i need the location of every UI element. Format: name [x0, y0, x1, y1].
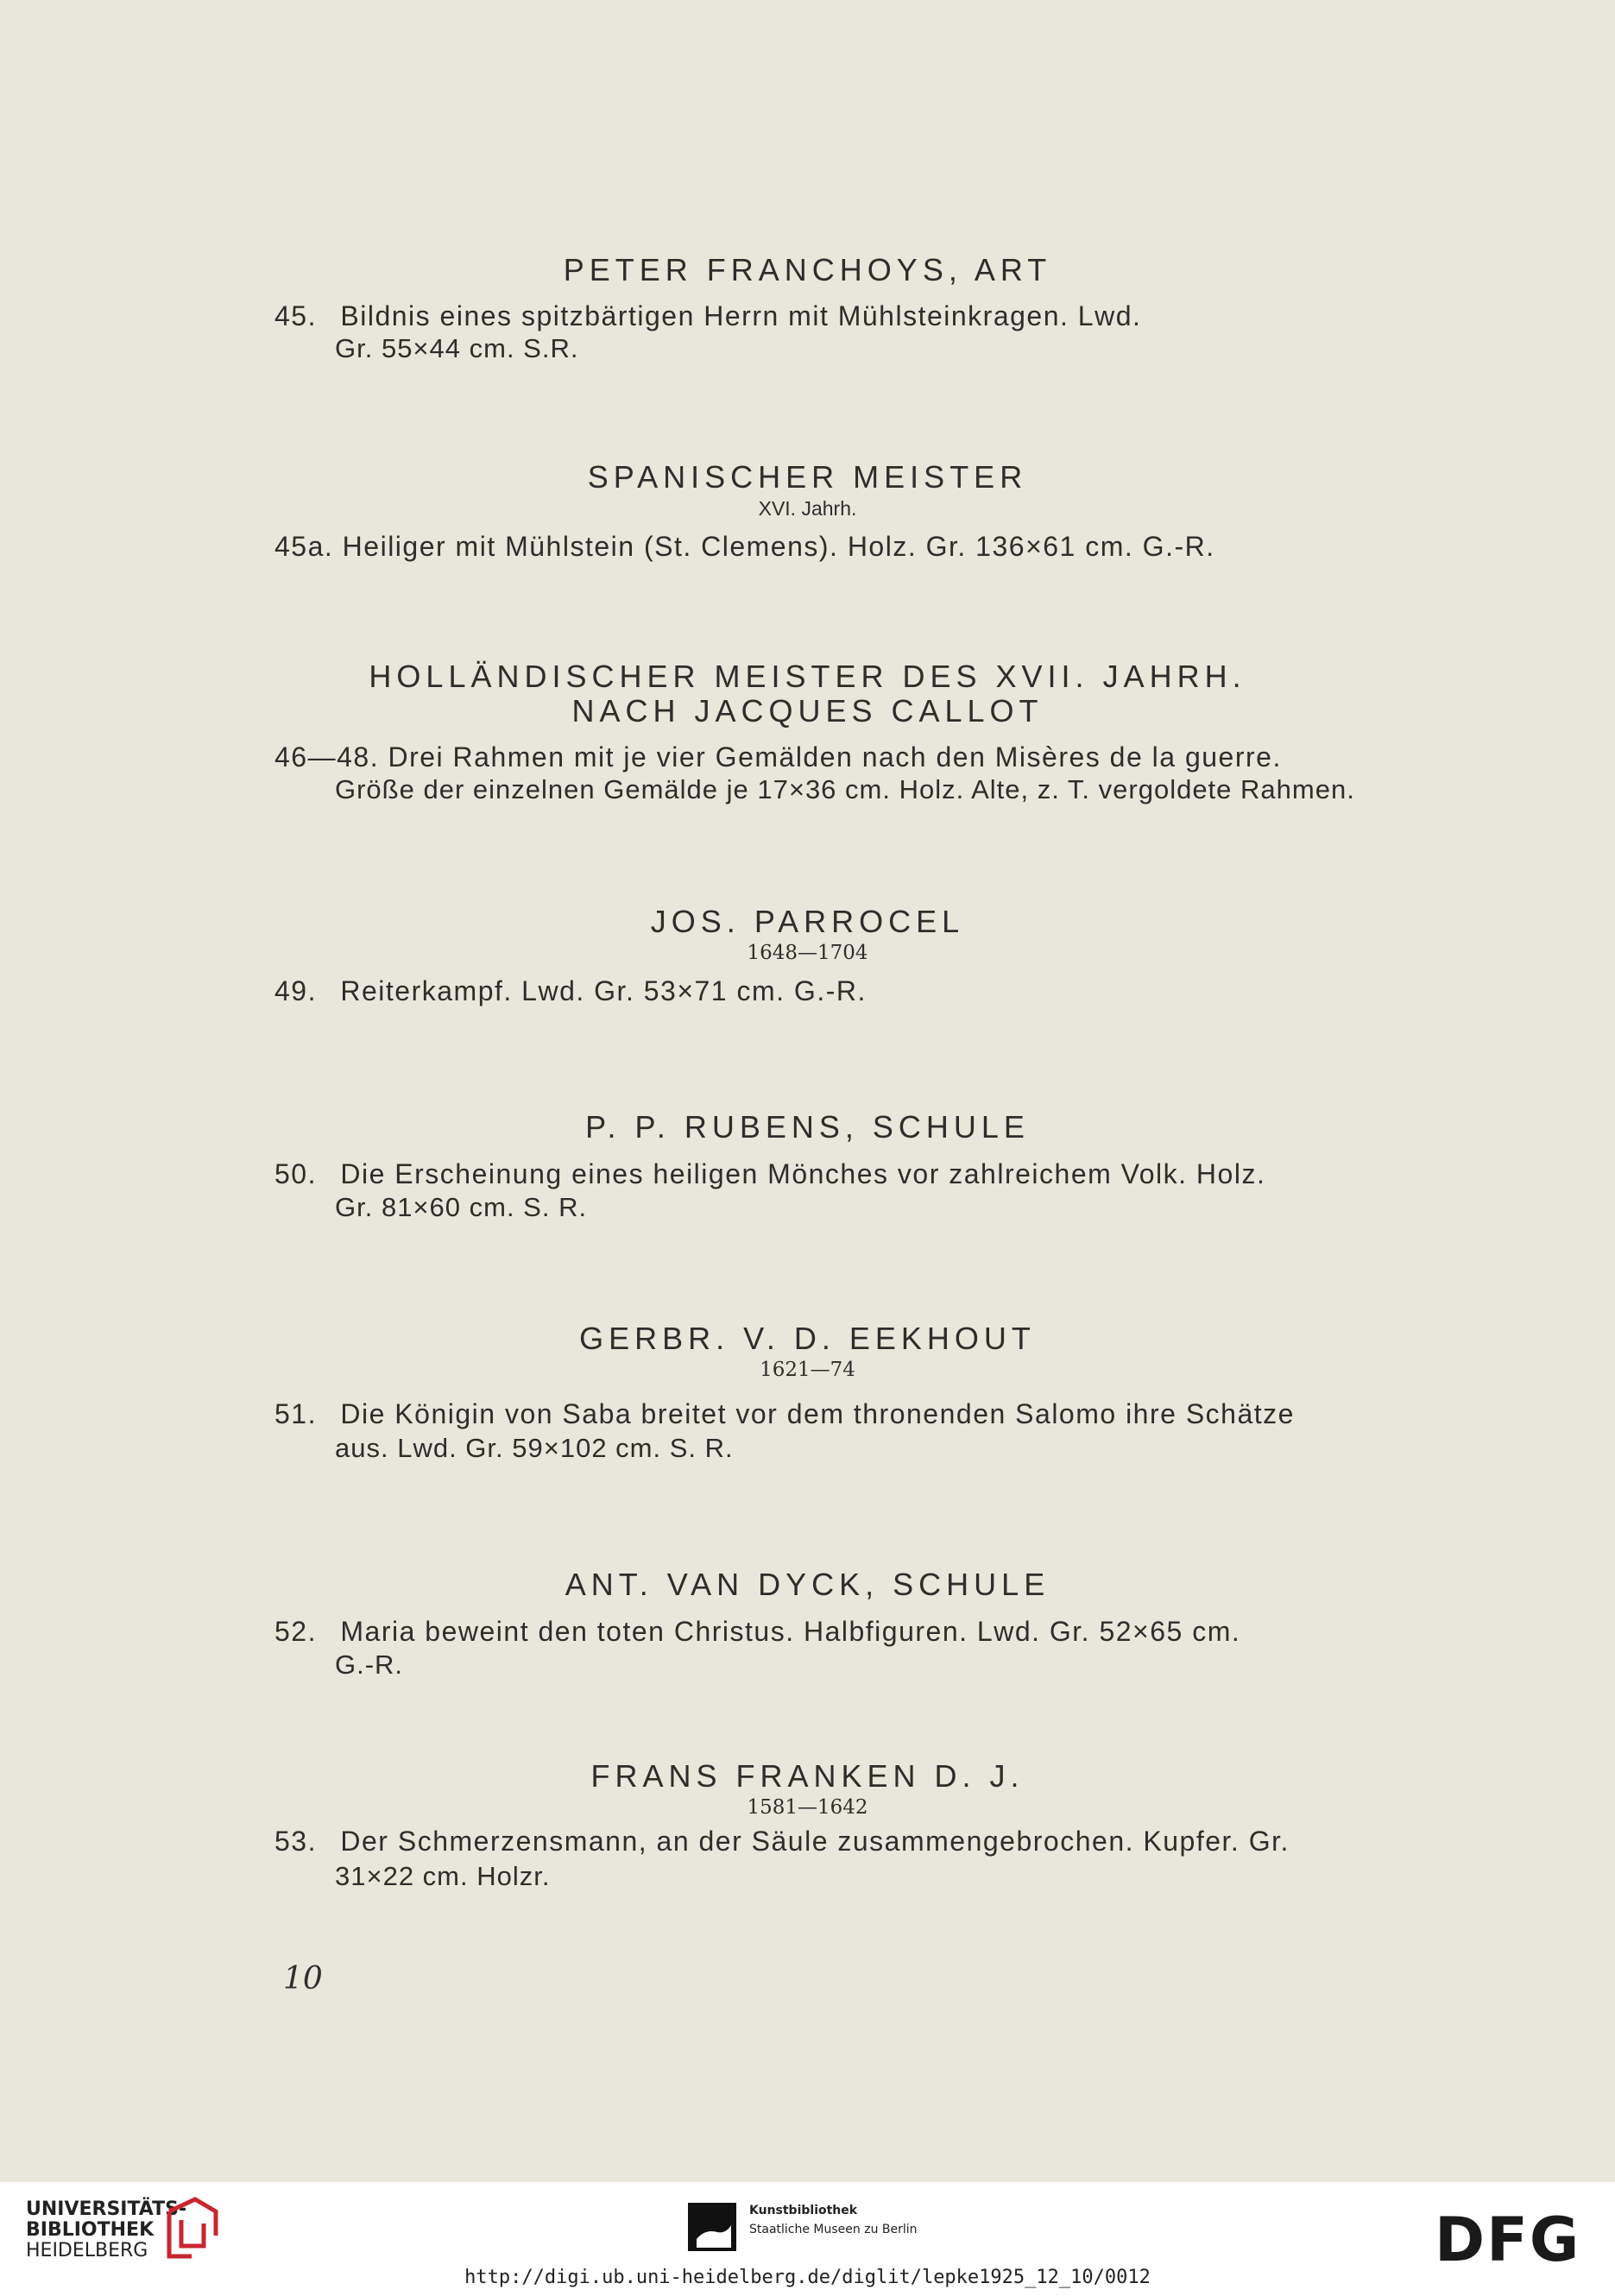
entry-number: 53.: [274, 1826, 317, 1857]
entry-text: Drei Rahmen mit je vier Gemälden nach den Misères de la guerre.: [388, 741, 1282, 773]
artist-dates: 1648—1704: [747, 942, 868, 964]
entry-text: Bildnis eines spitzbärtigen Herrn mit Mühlsteinkragen. Lwd.: [340, 300, 1142, 331]
entry-number: 46—48.: [274, 741, 380, 773]
entry-continuation: Gr. 81×60 cm. S. R.: [335, 1192, 588, 1222]
entry-continuation: G.-R.: [335, 1649, 404, 1680]
kunstbibliothek-label: [749, 2201, 918, 2239]
entry-continuation: Gr. 55×44 cm. S.R.: [335, 333, 579, 363]
artist-dates: 1621—74: [760, 1359, 855, 1381]
ub-line-2: BIBLIOTHEK: [26, 2219, 155, 2241]
kunstbibliothek-logo-icon[interactable]: [688, 2203, 736, 2251]
entry-number: 51.: [274, 1398, 317, 1429]
artist-heading: FRANS FRANKEN D. J.: [590, 1758, 1025, 1794]
entry-number: 50.: [274, 1158, 317, 1189]
entry-text: Die Erscheinung eines heiligen Mönches vor zahlreichem Volk. Holz.: [340, 1158, 1266, 1189]
entry-continuation: aus. Lwd. Gr. 59×102 cm. S. R.: [335, 1433, 734, 1463]
artist-heading: JOS. PARROCEL: [650, 904, 965, 939]
entry-continuation: 31×22 cm. Holzr.: [335, 1861, 551, 1891]
entry-number: 45.: [274, 300, 317, 331]
entry-number: 45a.: [274, 531, 334, 562]
catalog-entry: [274, 1613, 1379, 1649]
artist-heading: P. P. RUBENS, SCHULE: [585, 1109, 1030, 1145]
ub-line-3: HEIDELBERG: [26, 2240, 148, 2261]
entry-number: 49.: [274, 975, 317, 1006]
ub-line-1: UNIVERSITÄTS-: [26, 2198, 187, 2220]
catalog-entry: [274, 1396, 1379, 1432]
entry-continuation: Größe der einzelnen Gemälde je 17×36 cm. Holz. Alte, z. T. vergoldete Rahmen.: [335, 774, 1355, 804]
artist-heading: GERBR. V. D. EEKHOUT: [579, 1321, 1036, 1356]
artist-heading: HOLLÄNDISCHER MEISTER DES XVII. JAHRH.: [369, 659, 1246, 694]
artist-dates: XVI. Jahrh.: [758, 497, 857, 520]
permalink-url[interactable]: http://digi.ub.uni-heidelberg.de/diglit/lepke1925_12_10/0012: [464, 2267, 1151, 2288]
kb-line-1: Kunstbibliothek: [749, 2204, 858, 2217]
entry-text: Der Schmerzensmann, an der Säule zusammengebrochen. Kupfer. Gr.: [340, 1826, 1290, 1857]
entry-text: Maria beweint den toten Christus. Halbfiguren. Lwd. Gr. 52×65 cm.: [340, 1616, 1241, 1647]
page-number: 10: [283, 1961, 323, 1996]
ub-heidelberg-logo-icon[interactable]: [162, 2192, 223, 2261]
kb-line-2: Staatliche Museen zu Berlin: [749, 2223, 918, 2236]
entry-text: Reiterkampf. Lwd. Gr. 53×71 cm. G.-R.: [340, 975, 867, 1006]
artist-heading: SPANISCHER MEISTER: [587, 459, 1028, 495]
artist-heading: ANT. VAN DYCK, SCHULE: [565, 1567, 1050, 1602]
entry-number: 52.: [274, 1616, 317, 1647]
entry-text: Heiliger mit Mühlstein (St. Clemens). Holz. Gr. 136×61 cm. G.-R.: [342, 531, 1215, 562]
catalog-entry: [274, 739, 1379, 775]
catalog-entry: [274, 973, 1379, 1009]
artist-dates: 1581—1642: [747, 1796, 868, 1819]
artist-heading: PETER FRANCHOYS, ART: [563, 252, 1052, 287]
entry-text: Die Königin von Saba breitet vor dem thronenden Salomo ihre Schätze: [340, 1398, 1295, 1429]
dfg-logo[interactable]: DFG: [1435, 2205, 1581, 2275]
artist-heading-subline: NACH JACQUES CALLOT: [571, 693, 1044, 729]
catalog-entry: [274, 298, 1379, 334]
catalog-entry: [274, 1823, 1379, 1859]
catalog-entry: [274, 528, 1379, 565]
catalog-entry: [274, 1156, 1379, 1192]
